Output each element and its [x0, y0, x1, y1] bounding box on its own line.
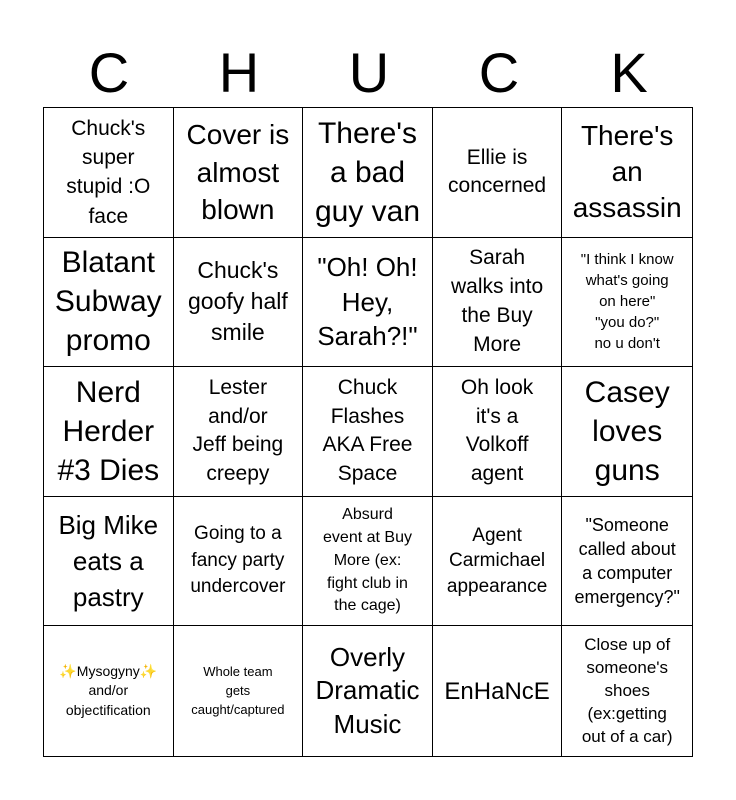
header-letter: U [348, 41, 390, 104]
bingo-cell[interactable] [44, 497, 174, 627]
cell-text: Chuck's super stupid :O face [66, 116, 151, 228]
bingo-cell[interactable] [562, 497, 692, 627]
bingo-cell[interactable] [562, 626, 692, 756]
cell-text: "Oh! Oh! Hey, Sarah?!" [317, 252, 418, 352]
bingo-board [43, 107, 693, 757]
cell-text: There's an assassin [572, 119, 682, 224]
cell-text: Sarah walks into the Buy More [450, 245, 544, 356]
cell-text: Oh look it's a Volkoff agent [460, 375, 534, 486]
bingo-cell[interactable] [562, 367, 692, 497]
cell-text: Ellie is concerned [448, 145, 547, 198]
header-letter: H [218, 41, 260, 104]
bingo-cell[interactable] [433, 626, 563, 756]
cell-text: Going to a fancy party undercover [190, 523, 286, 598]
cell-text: There's a bad guy van [314, 116, 421, 228]
cell-text: Absurd event at Buy More (ex: fight club in the cage) [323, 505, 412, 615]
bingo-cell[interactable] [562, 108, 692, 238]
cell-text: Nerd Herder #3 Dies [57, 375, 160, 487]
free-space-cell[interactable] [303, 367, 433, 497]
bingo-cell[interactable] [303, 108, 433, 238]
cell-text: Close up of someone's shoes (ex:getting out of a car) [581, 634, 673, 746]
cell-text: "Someone called about a computer emergency?" [574, 514, 680, 608]
cell-text: Lester and/or Jeff being creepy [192, 375, 284, 486]
bingo-cell[interactable] [44, 108, 174, 238]
bingo-cell[interactable] [174, 626, 304, 756]
bingo-cell[interactable] [433, 367, 563, 497]
cell-text: Chuck's goofy half smile [188, 257, 288, 346]
cell-text: Big Mike eats a pastry [58, 509, 159, 613]
bingo-cell[interactable] [44, 238, 174, 368]
cell-text: Cover is almost blown [186, 119, 290, 225]
bingo-cell[interactable] [303, 626, 433, 756]
header-letter: C [478, 41, 520, 104]
cell-text: Agent Carmichael appearance [446, 524, 548, 597]
bingo-cell[interactable] [44, 626, 174, 756]
cell-text: Overly Dramatic Music [315, 641, 420, 740]
bingo-cell[interactable] [44, 367, 174, 497]
bingo-cell[interactable] [433, 238, 563, 368]
cell-text: EnHaNcE [444, 677, 550, 705]
bingo-cell[interactable] [562, 238, 692, 368]
bingo-cell[interactable] [303, 238, 433, 368]
cell-text: Whole team gets caught/captured [191, 663, 285, 717]
cell-text: Casey loves guns [584, 375, 670, 487]
bingo-cell[interactable] [174, 108, 304, 238]
bingo-cell[interactable] [433, 497, 563, 627]
header-letter: C [88, 41, 130, 104]
bingo-cell[interactable] [174, 367, 304, 497]
cell-text: ✨Mysogyny✨ and/or objectification [59, 662, 158, 718]
cell-text: Blatant Subway promo [54, 246, 162, 358]
header-letter: K [610, 41, 648, 104]
bingo-cell[interactable] [433, 108, 563, 238]
bingo-cell[interactable] [174, 238, 304, 368]
cell-text: "I think I know what's going on here" "you do?" no u don't [580, 251, 674, 353]
bingo-cell[interactable] [303, 497, 433, 627]
bingo-cell[interactable] [174, 497, 304, 627]
cell-text: Chuck Flashes AKA Free Space [322, 375, 413, 486]
bingo-header [44, 40, 694, 106]
